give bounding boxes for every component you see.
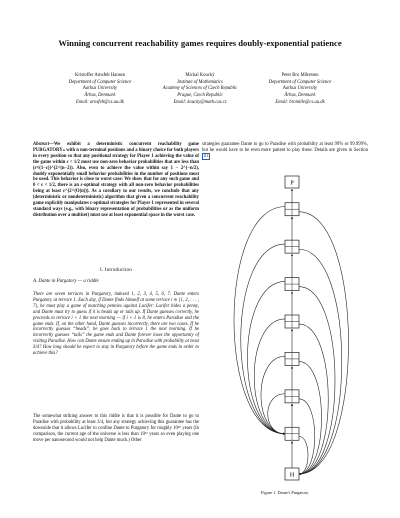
- purgatory-diagram: [202, 168, 368, 488]
- author-email: Email: arnsfelt@cs.au.dk: [76, 99, 124, 105]
- loss-arrow: [299, 287, 335, 474]
- riddle-paragraph: There are seven terraces in Purgatory, indexed 1, 2, 3, 4, 5, 6, 7. Dante enters Purgatory at terrace 1. Each day, if Dante finds himself at some terrace i ∈ {1, 2, . . . , 7}, he must play a game of matching pennies against Lucifer: Lucifer hides a penny, and Dante must try to guess if it is heads up or tails up. If Dante guesses correctly, he proceeds to terrace i + 1 the next morning — if i + 1 is 8, he enters Paradise and the game ends. If, on the other hand, Dante guesses incorrectly, there are two cases. If he incorrectly guesses “heads”, he goes back to terrace 1 the next morning. If he incorrectly guesses “tails” the game ends and Dante forever loses the opportunity of visiting Paradise. How can Dante ensure ending up in Paradise with probability at least 3/4? How long should he expect to stay in Purgatory before the game ends in order to achieve this?: [33, 292, 199, 357]
- author-loc: Århus, Denmark: [84, 93, 116, 99]
- author-dept: Institute of Mathematics: [177, 79, 223, 85]
- author-3: [240, 73, 360, 107]
- reset-arrow: [254, 319, 285, 434]
- author-email: Email: koucky@math.cas.cz: [173, 99, 227, 105]
- loss-arrow: [299, 399, 315, 474]
- author-loc: Prague, Czech Republic: [177, 93, 223, 99]
- abstract-lead: Abstract: [33, 142, 50, 147]
- loss-arrow: [299, 436, 308, 474]
- section-heading: I. Introduction: [100, 268, 132, 273]
- abstract-body: —We exhibit a deterministic concurrent reachability game PURGATORYₙ with n non-terminal positions and a binary choice for both players in every position so that any positional strategy for Player 1 achieving the value of the game within ε < 1/2 must use non-zero behavior probabilities that are less than (ε²/(1−ε))^(2^(n−2)). Also, even to achieve the value within say 1 − 2^(−n/2), doubly exponentially small behavior probabilities in the number of positions must be used. This behavior is close to worst case: We show that for any such game and 0 < ε < 1/2, there is an ε-optimal strategy with all non-zero behavior probabilities being at least ε^(2^(O(n))). As a corollary to our results, we conclude that any (deterministic or nondeterministic) algorithm that given a concurrent reachability game explicitly manipulates ε-optimal strategies for Player 1 represented in several standard ways (e.g., with binary representation of probabilities or as the uniform distribution over a multiset) must use at least exponential space in the worst case.: [33, 142, 199, 218]
- loss-arrow: [299, 249, 342, 474]
- paradise-label: P: [290, 180, 294, 187]
- author-inst: Aarhus University: [282, 86, 318, 92]
- figure-purgatory: [202, 168, 368, 488]
- answer-paragraph: The somewhat striking answer to this riddle is that it is possible for Dante to go to Paradise with probability at least 3/4, but any strategy achieving this guarantee has the downside that it allows Lucifer to confine Dante to Purgatory for roughly 10⁶⁵ years (In comparison, the current age of the universe is less than 10¹¹ years so even playing one move per nanosecond would not help Dante much.) Other: [33, 414, 199, 443]
- reset-arrow: [241, 244, 285, 434]
- author-inst: Academy of Sciences of Czech Republic: [162, 86, 238, 92]
- author-dept: Department of Computer Science: [68, 79, 132, 85]
- author-name: Peter Bro Miltersen: [281, 73, 319, 78]
- right-text: strategies guarantee Dante to go to Paradise with probability at least 99% or 99.999%, but he would have to be even more patient to play these. Details are given in Section: [202, 142, 368, 153]
- author-inst: Aarhus University: [82, 86, 118, 92]
- author-name: Kristoffer Arnsfelt Hansen: [75, 73, 125, 78]
- author-dept: Department of Computer Science: [268, 79, 332, 85]
- hell-label: H: [289, 472, 295, 479]
- abstract: [33, 142, 199, 219]
- section-link[interactable]: III: [203, 153, 209, 159]
- reset-arrow: [261, 356, 285, 433]
- author-name: Michal Koucký: [185, 73, 215, 78]
- subsection-heading: A. Dante in Purgatory — a riddle: [33, 279, 99, 284]
- reset-arrow: [248, 281, 286, 433]
- paper-title: Winning concurrent reachability games requires doubly-exponential patience: [58, 38, 342, 48]
- right-column-text: [202, 142, 368, 160]
- figure-caption: Figure 1. Dante's Purgatory.: [260, 490, 310, 495]
- author-loc: Århus, Denmark: [284, 93, 316, 99]
- author-email: Email: bromille@cs.au.dk: [275, 99, 325, 105]
